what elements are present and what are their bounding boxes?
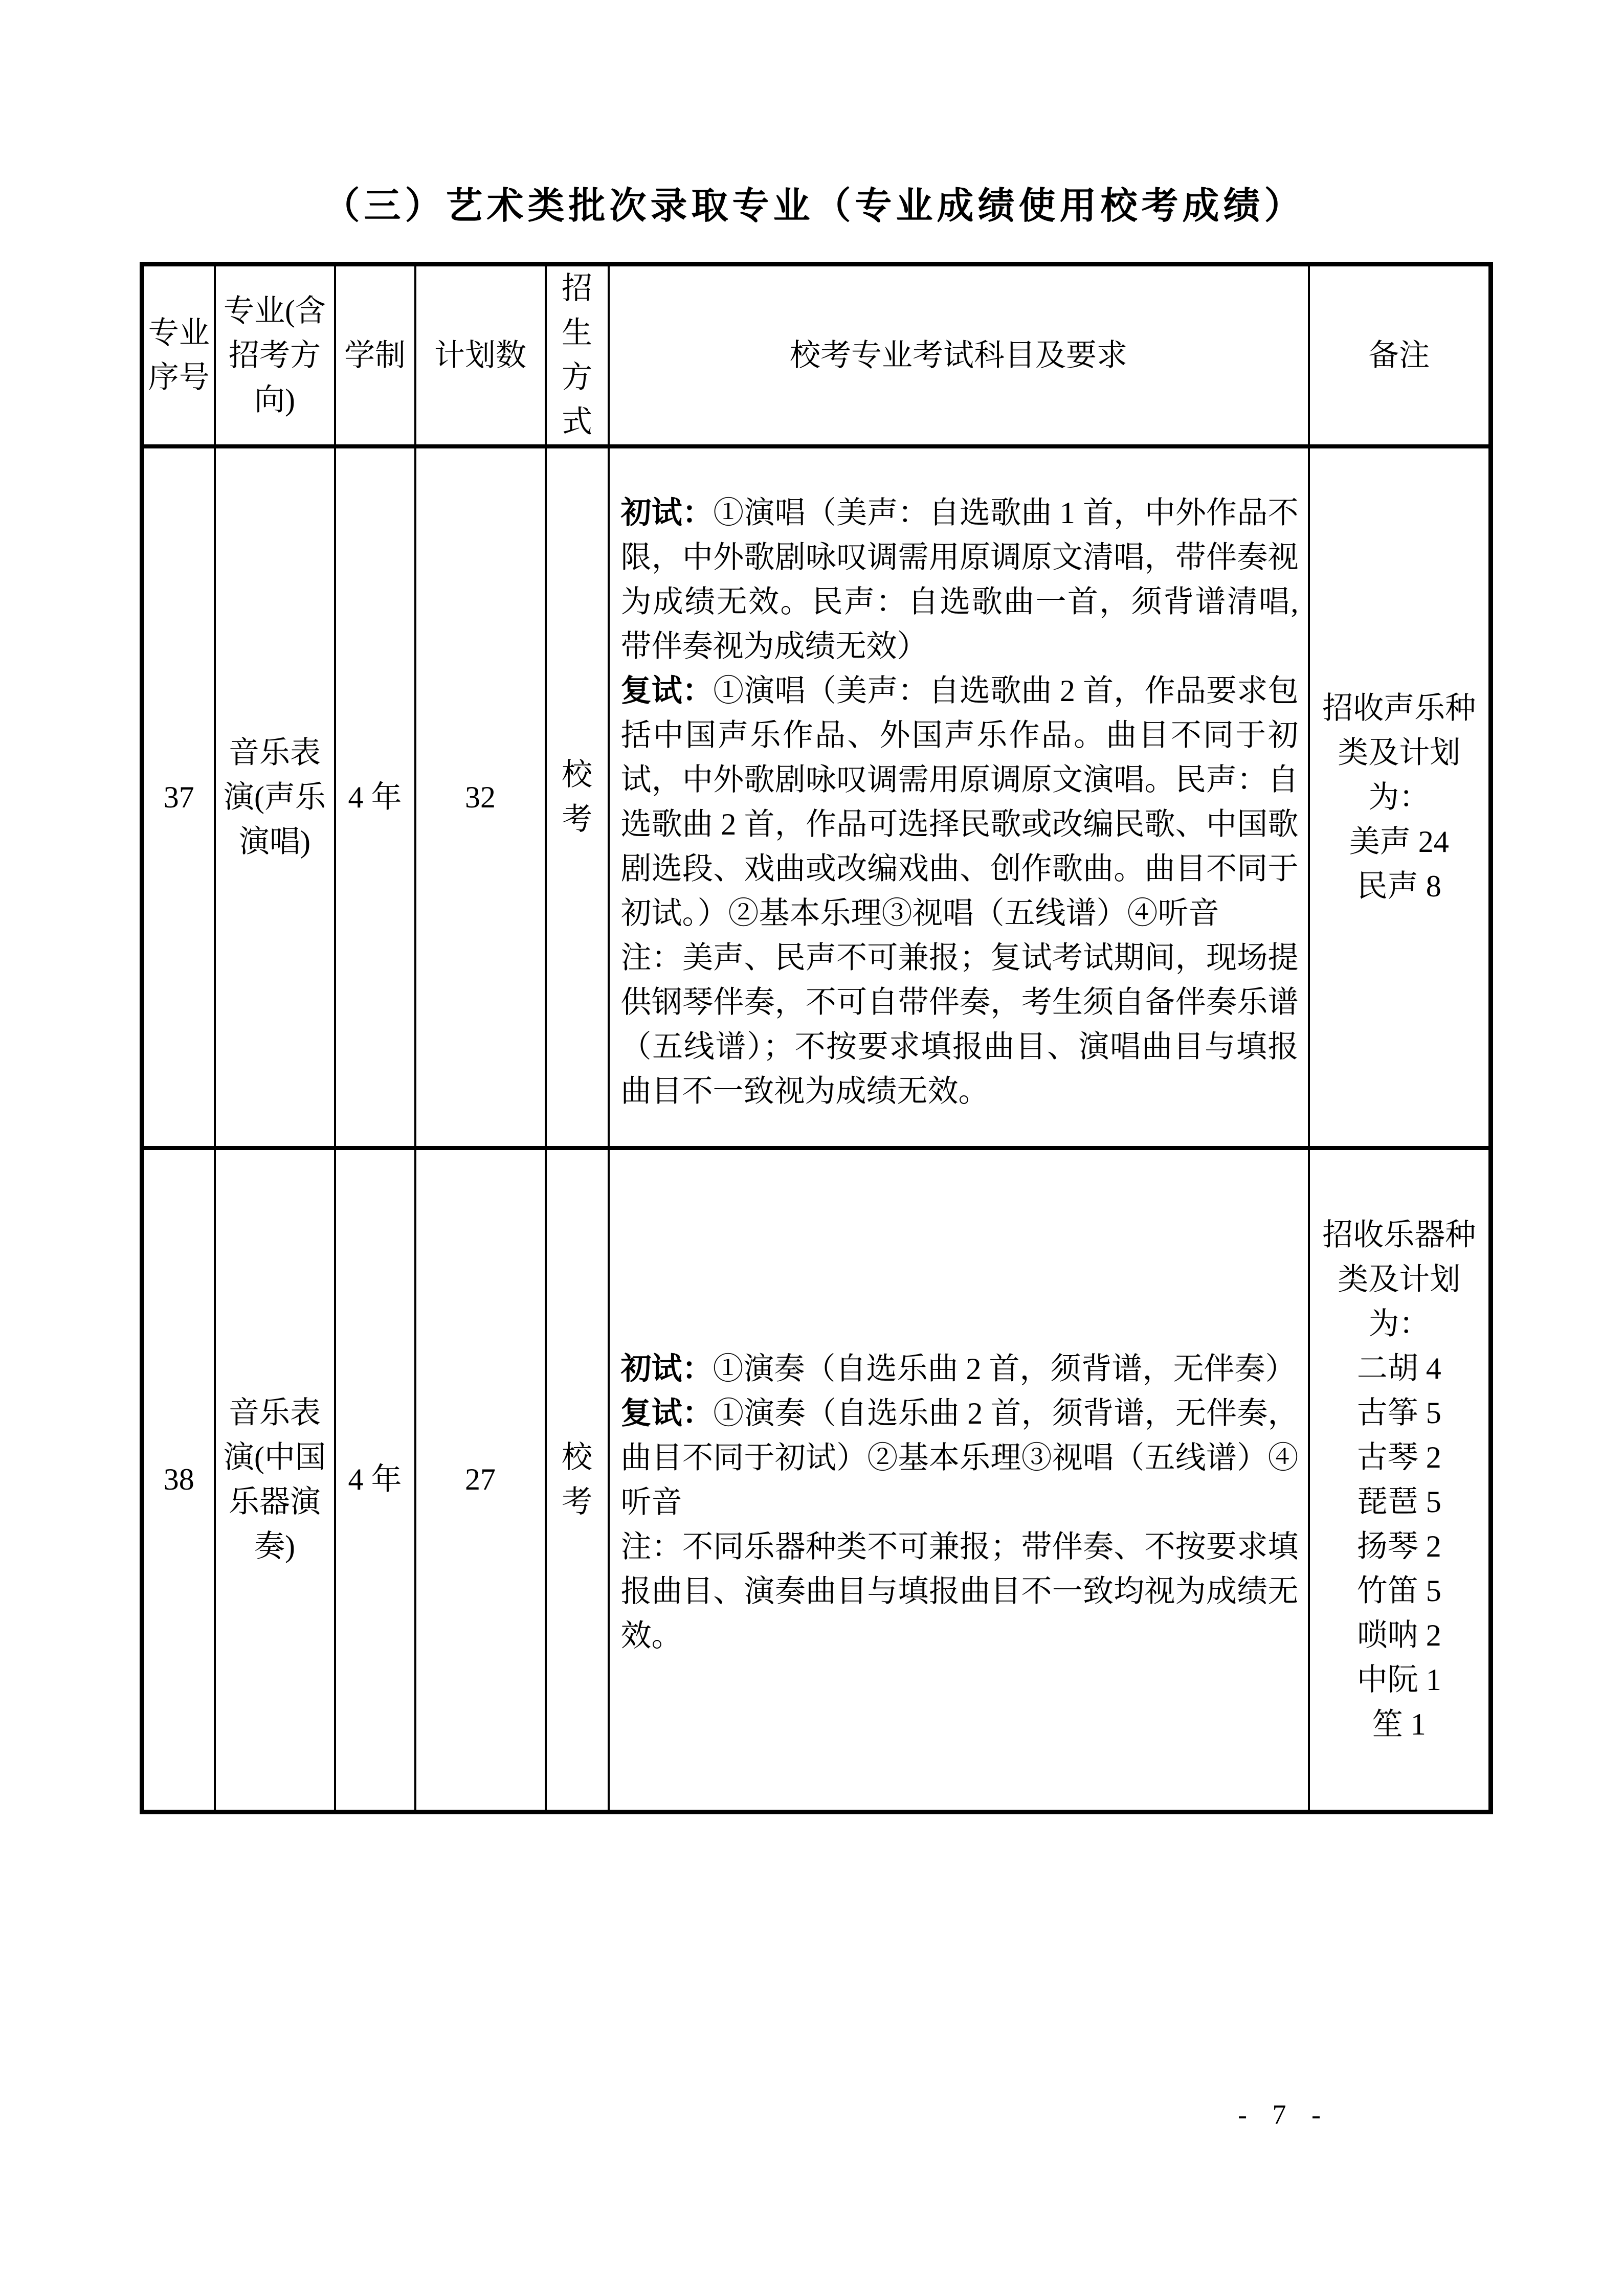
table-header-row bbox=[142, 264, 1491, 447]
cell-seq-38: 38 bbox=[142, 1148, 215, 1812]
cell-major-37 bbox=[215, 446, 335, 1148]
header-method: 招生方式 bbox=[546, 264, 609, 447]
cell-method-37: 校考 bbox=[546, 446, 609, 1148]
text-line: 笙 1 bbox=[1372, 1707, 1426, 1741]
exam-paragraph bbox=[621, 669, 1299, 936]
text-line: 民声 8 bbox=[1356, 869, 1441, 903]
page-number: - 7 - bbox=[1238, 2099, 1330, 2130]
cell-duration-38: 4 年 bbox=[335, 1148, 415, 1812]
exam-paragraph bbox=[621, 1391, 1299, 1525]
cell-exam-37 bbox=[609, 446, 1309, 1148]
exam-paragraph-lead: 初试： bbox=[620, 1352, 713, 1386]
cell-seq-37: 37 bbox=[142, 446, 215, 1148]
exam-paragraph-lead: 复试： bbox=[620, 1397, 714, 1431]
text-line: 唢呐 2 bbox=[1356, 1618, 1441, 1652]
text-line: 古筝 5 bbox=[1356, 1395, 1441, 1430]
cell-method-38: 校考 bbox=[546, 1148, 609, 1812]
exam-paragraph-lead: 复试： bbox=[620, 674, 714, 708]
text-line: 音乐表 bbox=[229, 1395, 321, 1430]
text-line: 演唱) bbox=[239, 824, 310, 859]
exam-paragraph-text: ①演奏（自选乐曲 2 首，须背谱，无伴奏，曲目不同于初试）②基本乐理③视唱（五线谱）④听音 bbox=[620, 1397, 1299, 1520]
exam-paragraph bbox=[621, 1525, 1299, 1658]
text-line: 琵琶 5 bbox=[1356, 1484, 1441, 1519]
exam-paragraph-text: ①演唱（美声：自选歌曲 2 首，作品要求包括中国声乐作品、外国声乐作品。曲目不同于初试，中外歌剧咏叹调需用原调原文演唱。民声：自选歌曲 2 首，作品可选择民歌或改编民歌、中国歌剧选段、戏曲或改编戏曲、创作歌曲。曲目不同于初试。）②基本乐理③视唱（五线谱）④听音 bbox=[620, 674, 1299, 930]
header-exam: 校考专业考试科目及要求 bbox=[609, 264, 1309, 447]
cell-remark-37 bbox=[1309, 446, 1491, 1148]
table-row-37 bbox=[142, 446, 1491, 1148]
cell-exam-38 bbox=[609, 1148, 1309, 1812]
text-line: 为： bbox=[1368, 780, 1430, 814]
exam-paragraph bbox=[621, 1347, 1299, 1391]
exam-paragraph-text: ①演奏（自选乐曲 2 首，须背谱，无伴奏） bbox=[713, 1352, 1296, 1386]
header-major: 专业(含招考方向) bbox=[215, 264, 335, 447]
cell-plan-38: 27 bbox=[415, 1148, 546, 1812]
text-line: 二胡 4 bbox=[1356, 1351, 1441, 1385]
text-line: 音乐表 bbox=[229, 735, 321, 770]
header-remark: 备注 bbox=[1309, 264, 1491, 447]
text-line: 奏) bbox=[254, 1529, 295, 1563]
cell-plan-37: 32 bbox=[415, 446, 546, 1148]
exam-paragraph-text: ①演唱（美声：自选歌曲 1 首，中外作品不限，中外歌剧咏叹调需用原调原文清唱，带伴奏视为成绩无效。民声：自选歌曲一首，须背谱清唱,带伴奏视为成绩无效） bbox=[620, 496, 1299, 663]
text-line: 招收乐器种 bbox=[1322, 1218, 1476, 1252]
text-line: 乐器演 bbox=[229, 1484, 321, 1519]
text-line: 类及计划 bbox=[1338, 1262, 1461, 1296]
cell-major-38 bbox=[215, 1148, 335, 1812]
text-line: 美声 24 bbox=[1349, 824, 1449, 859]
text-line: 中阮 1 bbox=[1356, 1662, 1441, 1697]
page-title: （三）艺术类批次录取专业（专业成绩使用校考成绩） bbox=[323, 186, 1305, 227]
text-line: 为： bbox=[1368, 1307, 1430, 1341]
text-line: 类及计划 bbox=[1338, 735, 1461, 770]
exam-paragraph bbox=[621, 936, 1299, 1114]
header-duration: 学制 bbox=[335, 264, 415, 447]
exam-paragraph bbox=[621, 491, 1299, 669]
table-row-38 bbox=[142, 1148, 1491, 1812]
text-line: 演(中国 bbox=[224, 1440, 326, 1474]
text-line: 招收声乐种 bbox=[1322, 691, 1476, 725]
text-line: 演(声乐 bbox=[224, 780, 326, 814]
admission-table bbox=[140, 262, 1493, 1814]
text-line: 竹笛 5 bbox=[1356, 1573, 1441, 1608]
exam-paragraph-text: 注：不同乐器种类不可兼报；带伴奏、不按要求填报曲目、演奏曲目与填报曲目不一致均视为成绩无效。 bbox=[620, 1530, 1299, 1653]
header-seq: 专业序号 bbox=[142, 264, 215, 447]
text-line: 古琴 2 bbox=[1356, 1440, 1441, 1474]
text-line: 扬琴 2 bbox=[1356, 1529, 1441, 1563]
exam-paragraph-text: 注：美声、民声不可兼报；复试考试期间，现场提供钢琴伴奏，不可自带伴奏，考生须自备伴奏乐谱（五线谱）；不按要求填报曲目、演唱曲目与填报曲目不一致视为成绩无效。 bbox=[620, 941, 1299, 1108]
exam-paragraph-lead: 初试： bbox=[620, 496, 714, 530]
cell-duration-37: 4 年 bbox=[335, 446, 415, 1148]
header-plan: 计划数 bbox=[415, 264, 546, 447]
cell-remark-38 bbox=[1309, 1148, 1491, 1812]
